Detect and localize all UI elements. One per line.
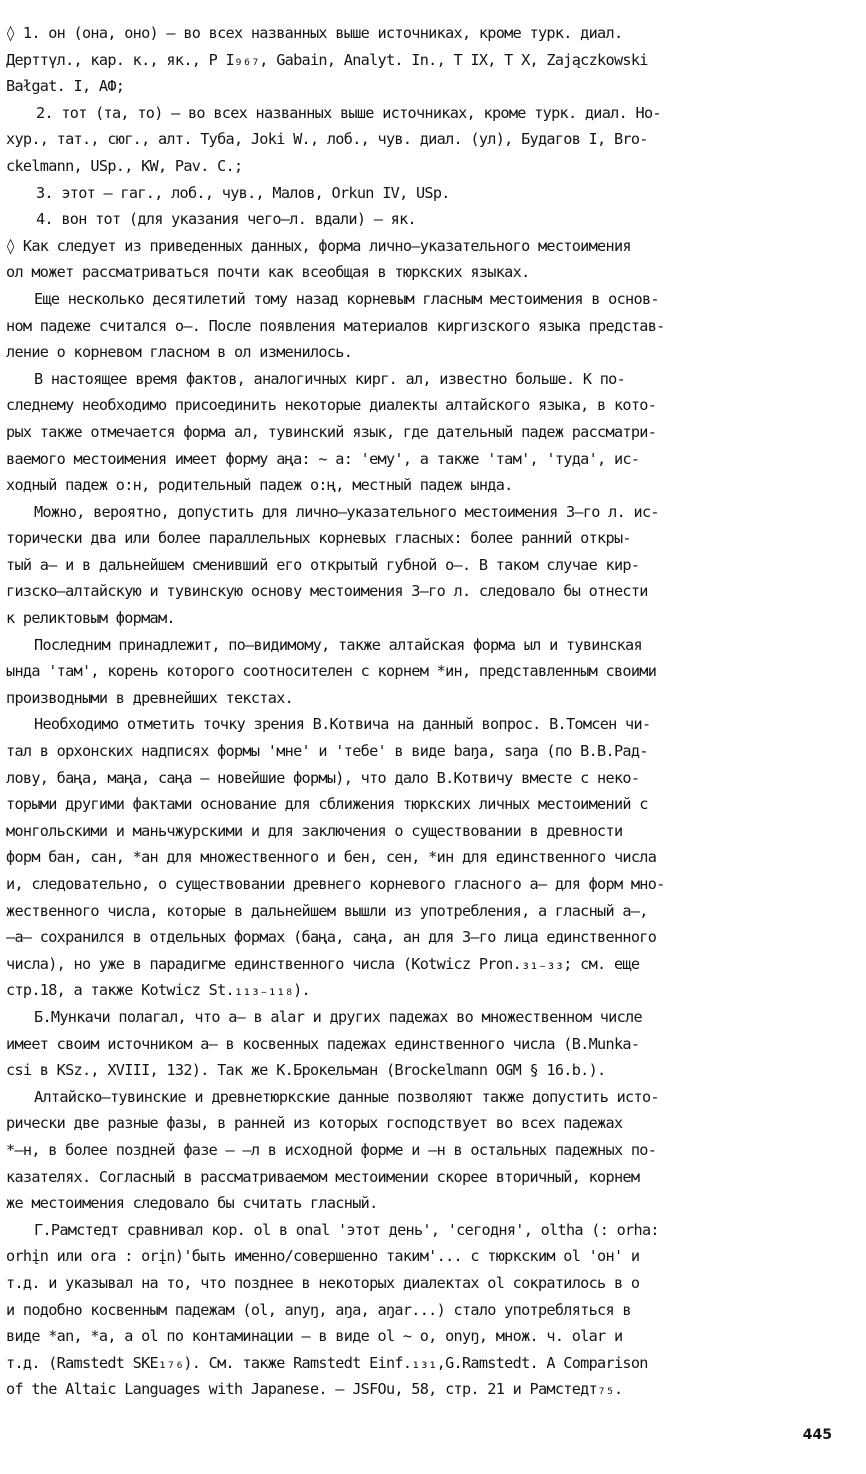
text-line: же местоимения следовало бы считать гласный. [6, 1194, 378, 1213]
text-line: тал в орхонских надписях формы 'мне' и 'тебе' в виде baŋa, saŋa (по В.В.Рад- [6, 742, 648, 761]
text-line: т.д. и указывал на то, что позднее в некоторых диалектах ol сократилось в о [6, 1273, 640, 1292]
page-number: 445 [802, 1427, 832, 1443]
text-line: торически два или более параллельных корневых гласных: более ранний откры- [6, 529, 631, 548]
text-body [6, 20, 852, 1403]
text-line: 2. тот (та, то) – во всех названных выше источниках, кроме турк. диал. Но- [36, 103, 661, 122]
text-line: монгольскими и маньчжурскими и для заключения о существовании в древности [6, 821, 623, 840]
text-line: ном падеже считался о–. После появления материалов киргизского языка представ- [6, 316, 665, 335]
paragraph [6, 20, 852, 100]
paragraph [6, 1217, 852, 1403]
text-line: казателях. Согласный в рассматриваемом местоимении скорее вторичный, корнем [6, 1167, 640, 1186]
text-line: Bałgat. I, АФ; [6, 77, 125, 96]
paragraph [6, 366, 852, 499]
text-line: В настоящее время фактов, аналогичных кирг. ал, известно больше. К по- [34, 369, 626, 388]
text-line: стр.18, а также Kotwicz St.₁₁₃₋₁₁₈). [6, 981, 310, 1000]
text-line: ол может рассматриваться почти как всеобщая в тюркских языках. [6, 263, 530, 282]
paragraph [6, 233, 852, 286]
paragraph [6, 1084, 852, 1217]
text-line: и подобно косвенным падежам (ol, anyŋ, aŋa, aŋar...) стало употребляться в [6, 1300, 631, 1319]
text-line: жественного числа, которые в дальнейшем вышли из употребления, а гласный а–, [6, 901, 648, 920]
text-line: Необходимо отметить точку зрения В.Котвича на данный вопрос. В.Томсен чи- [34, 715, 651, 734]
text-line: ◊ 1. он (она, оно) – во всех названных выше источниках, кроме турк. диал. [6, 24, 623, 42]
text-line: производными в древнейших текстах. [6, 688, 294, 707]
text-line: лову, баңа, маңа, саңа – новейшие формы), что дало В.Котвичу вместе с неко- [6, 768, 640, 787]
text-line: виде *an, *a, а ol по контаминации – в виде ol ~ o, onyŋ, множ. ч. olar и [6, 1327, 623, 1346]
paragraph [6, 711, 852, 1004]
text-line: –а– сохранился в отдельных формах (баңа, саңа, ан для 3–го лица единственного [6, 928, 657, 947]
text-line: гизско–алтайскую и тувинскую основу местоимения 3–го л. следовало бы отнести [6, 582, 648, 601]
paragraph [6, 286, 852, 366]
paragraph [6, 632, 852, 712]
list-item [6, 100, 852, 180]
text-line: of the Altaic Languages with Japanese. – JSFOu, 58, стр. 21 и Рамстедт₇₅. [6, 1380, 623, 1399]
text-line: 4. вон тот (для указания чего–л. вдали) – як. [36, 210, 416, 229]
text-line: рых также отмечается форма ал, тувинский язык, где дательный падеж рассматри- [6, 422, 657, 441]
text-line: форм бан, сан, *ан для множественного и бен, сен, *ин для единственного числа [6, 848, 657, 867]
text-line: хур., тат., сюг., алт. Туба, Joki W., лоб., чув. диал. (ул), Будагов I, Bro- [6, 130, 648, 149]
text-line: ◊ Как следует из приведенных данных, форма лично–указательного местоимения [6, 236, 631, 255]
text-line: следнему необходимо присоединить некоторые диалекты алтайского языка, в кото- [6, 396, 657, 415]
text-line: к реликтовым формам. [6, 609, 175, 628]
text-line: 3. этот – гаг., лоб., чув., Малов, Orkun IV, USp. [36, 183, 450, 202]
text-line: Алтайско–тувинские и древнетюркские данные позволяют также допустить исто- [34, 1087, 659, 1106]
text-line: Последним принадлежит, по–видимому, также алтайская форма ыл и тувинская [34, 635, 642, 654]
text-line: имеет своим источником а– в косвенных падежах единственного числа (B.Munka- [6, 1034, 640, 1053]
text-line: торыми другими фактами основание для сближения тюркских личных местоимений с [6, 795, 648, 814]
list-item [6, 180, 852, 207]
text-line: рически две разные фазы, в ранней из которых господствует во всех падежах [6, 1114, 623, 1133]
text-line: ында 'там', корень которого соотносителен с корнем *ин, представленным своими [6, 662, 657, 681]
text-line: Еще несколько десятилетий тому назад корневым гласным местоимения в основ- [34, 289, 659, 308]
text-line: тый а– и в дальнейшем сменивший его открытый губной о–. В таком случае кир- [6, 555, 640, 574]
text-line: Дерттүл., кар. к., як., Р I₉₆₇, Gabain, Analyt. In., Т IX, Т X, Zajączkowski [6, 50, 648, 69]
text-line: csi в KSz., XVIII, 132). Так же К.Брокельман (Brockelmann OGM § 16.b.). [6, 1061, 606, 1080]
text-line: ление о корневом гласном в ол изменилось. [6, 343, 353, 362]
paragraph [6, 1004, 852, 1084]
text-line: *–н, в более поздней фазе – –л в исходной форме и –н в остальных падежных по- [6, 1140, 657, 1159]
text-line: ckelmann, USp., KW, Pav. C.; [6, 156, 243, 175]
text-line: числа), но уже в парадигме единственного числа (Kotwicz Pron.₃₁₋₃₃; см. еще [6, 954, 640, 973]
text-line: и, следовательно, о существовании древнего корневого гласного а– для форм мно- [6, 875, 665, 893]
text-line: Г.Рамстедт сравнивал кор. ol в onal 'этот день', 'сегодня', oltha (: orha: [34, 1220, 659, 1239]
list-item [6, 206, 852, 233]
text-line: т.д. (Ramstedt SKE₁₇₆). См. также Ramstedt Einf.₁₃₁,G.Ramstedt. A Comparison [6, 1353, 648, 1372]
paragraph [6, 499, 852, 632]
text-line: ходный падеж о:н, родительный падеж о:ң, местный падеж ында. [6, 476, 513, 495]
text-line: Б.Мункачи полагал, что а– в alar и других падежах во множественном числе [34, 1007, 642, 1026]
text-line: ваемого местоимения имеет форму аңа: ~ а: 'ему', а также 'там', 'туда', ис- [6, 449, 640, 468]
text-line: orhįn или ora : orįn)'быть именно/совершенно таким'... с тюркским ol 'он' и [6, 1247, 640, 1266]
text-line: Можно, вероятно, допустить для лично–указательного местоимения 3–го л. ис- [34, 502, 659, 521]
